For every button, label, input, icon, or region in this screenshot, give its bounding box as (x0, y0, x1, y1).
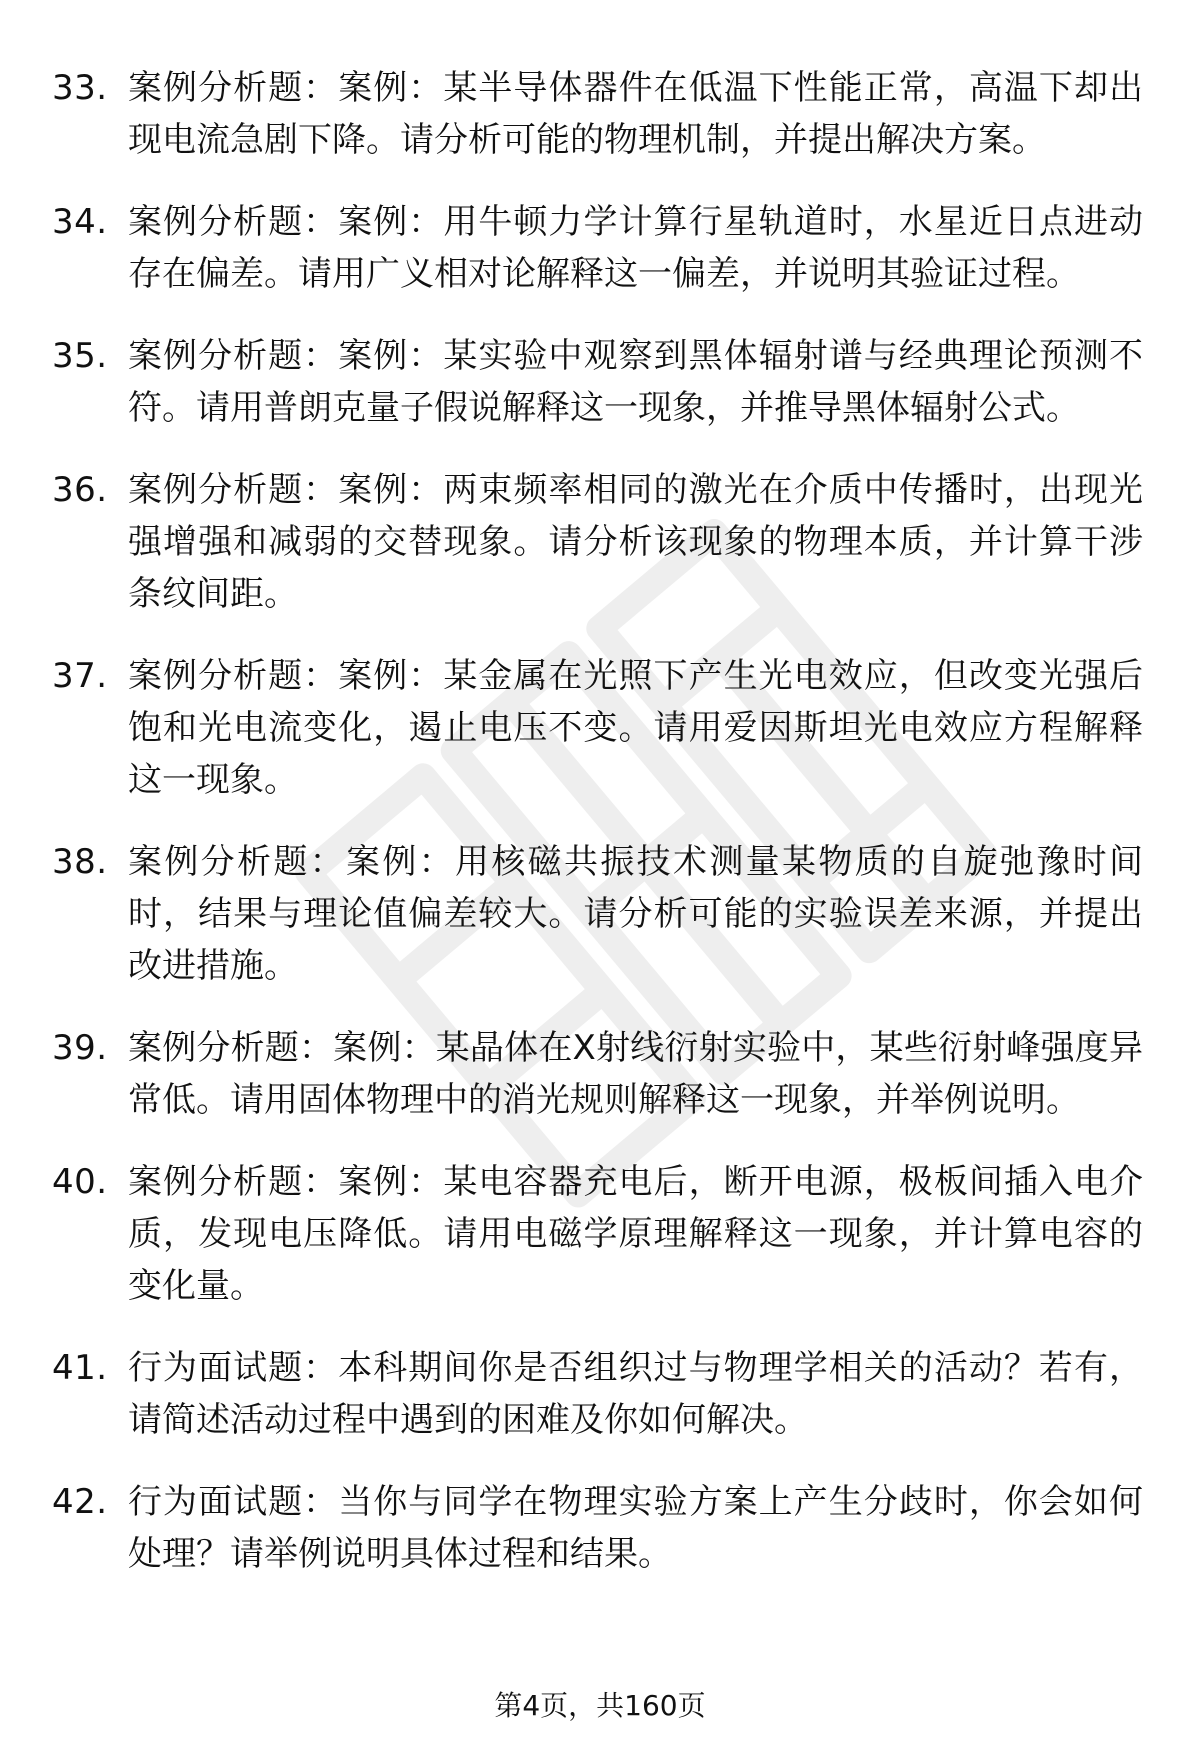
question-number: 40. (52, 1162, 108, 1202)
question-number: 35. (52, 336, 108, 376)
question-item-38 (0, 836, 1200, 992)
question-item-42 (0, 1476, 1200, 1580)
question-item-35 (0, 330, 1200, 434)
question-item-39 (0, 1022, 1200, 1126)
page-number-footer: 第4页，共160页 (494, 1689, 706, 1722)
question-item-41 (0, 1342, 1200, 1446)
question-item-36 (0, 464, 1200, 620)
question-item-33 (0, 62, 1200, 166)
question-text: 案例分析题：案例：某晶体在X射线衍射实验中，某些衍射峰强度异常低。请用固体物理中的消光规则解释这一现象，并举例说明。 (128, 1028, 1143, 1120)
question-list (0, 62, 1200, 1610)
question-item-37 (0, 650, 1200, 806)
question-number: 41. (52, 1348, 108, 1388)
question-number: 39. (52, 1028, 108, 1068)
question-text: 案例分析题：案例：两束频率相同的激光在介质中传播时，出现光强增强和减弱的交替现象。请分析该现象的物理本质，并计算干涉条纹间距。 (128, 470, 1143, 614)
question-text: 案例分析题：案例：用核磁共振技术测量某物质的自旋弛豫时间时，结果与理论值偏差较大。请分析可能的实验误差来源，并提出改进措施。 (128, 842, 1143, 986)
question-number: 36. (52, 470, 108, 510)
question-text: 案例分析题：案例：某实验中观察到黑体辐射谱与经典理论预测不符。请用普朗克量子假说解释这一现象，并推导黑体辐射公式。 (128, 336, 1143, 428)
question-item-40 (0, 1156, 1200, 1312)
question-text: 案例分析题：案例：某半导体器件在低温下性能正常，高温下却出现电流急剧下降。请分析可能的物理机制，并提出解决方案。 (128, 68, 1143, 160)
question-text: 行为面试题：本科期间你是否组织过与物理学相关的活动？若有，请简述活动过程中遇到的困难及你如何解决。 (128, 1348, 1143, 1440)
question-number: 42. (52, 1482, 108, 1522)
question-number: 33. (52, 68, 108, 108)
question-number: 37. (52, 656, 108, 696)
question-number: 34. (52, 202, 108, 242)
question-item-34 (0, 196, 1200, 300)
question-text: 案例分析题：案例：用牛顿力学计算行星轨道时，水星近日点进动存在偏差。请用广义相对论解释这一偏差，并说明其验证过程。 (128, 202, 1143, 294)
question-text: 行为面试题：当你与同学在物理实验方案上产生分歧时，你会如何处理？请举例说明具体过程和结果。 (128, 1482, 1143, 1574)
question-number: 38. (52, 842, 108, 882)
question-text: 案例分析题：案例：某电容器充电后，断开电源，极板间插入电介质，发现电压降低。请用电磁学原理解释这一现象，并计算电容的变化量。 (128, 1162, 1143, 1306)
question-text: 案例分析题：案例：某金属在光照下产生光电效应，但改变光强后饱和光电流变化，遏止电压不变。请用爱因斯坦光电效应方程解释这一现象。 (128, 656, 1143, 800)
